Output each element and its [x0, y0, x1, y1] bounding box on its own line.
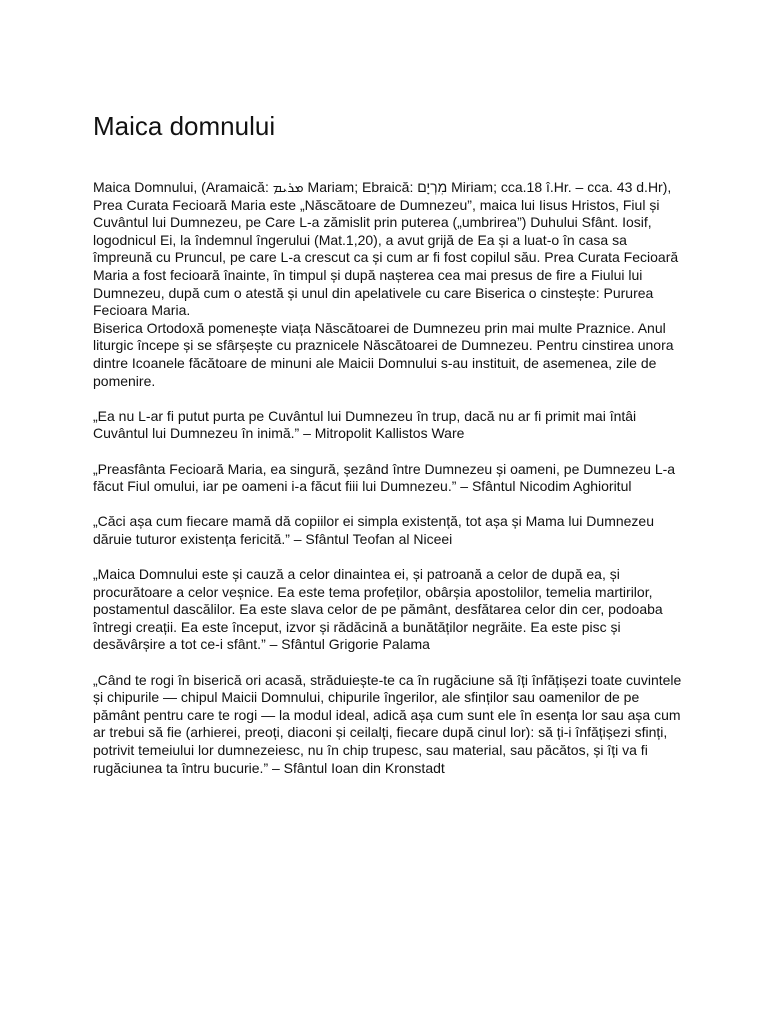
paragraph-spacer — [93, 390, 683, 408]
document-title: Maica domnului — [93, 111, 276, 141]
paragraph-spacer — [93, 496, 683, 514]
document-body — [93, 111, 683, 777]
paragraph-spacer — [93, 443, 683, 461]
church-paragraph: Biserica Ortodoxă pomenește viața Născătoarei de Dumnezeu prin mai multe Praznice. Anul liturgic începe și se sfârșește cu praznicele Născătoarei de Dumnezeu. Pentru cinstirea unora dintre Icoanele făcătoare de minuni ale Maicii Domnului s-au instituit, de asemenea, zile de pomenire. — [93, 319, 674, 389]
quote-nicodim-aghioritul: „Preasfânta Fecioară Maria, ea singură, șezând între Dumnezeu și oameni, pe Dumnezeu L-a făcut Fiul omului, iar pe oameni i-a făcut fiii lui Dumnezeu.” – Sfântul Nicodim Aghioritul — [93, 460, 676, 495]
quote-kallistos-ware: „Ea nu L-ar fi putut purta pe Cuvântul lui Dumnezeu în trup, dacă nu ar fi primit mai întâi Cuvântul lui Dumnezeu în inimă.” – Mitropolit Kallistos Ware — [93, 407, 637, 442]
quote-grigorie-palama: „Maica Domnului este și cauză a celor dinaintea ei, și patroană a celor de după ea, și procurătoare a celor veșnice. Ea este tema profeților, obârșia apostolilor, temelia martirilor, postamentul dascălilor. Ea este slava celor de pe pământ, desfătarea celor din cer, podoaba întregi creații. Ea este început, izvor și rădăcină a bunătăților negrăite. Ea este pisc și desăvârșire a tot ce-i sfânt.” – Sfântul Grigorie Palama — [93, 566, 663, 653]
quote-ioan-kronstadt: „Când te rogi în biserică ori acasă, străduiește-te ca în rugăciune să îți înfățișezi toate cuvintele și chipurile — chipul Maicii Domnului, chipurile îngerilor, ale sfinților sau oamenilor de pe pământ pentru care te rogi — la modul ideal, adică așa cum sunt ele în esența lor sau așa cum ar trebui să fie (arhierei, preoți, diaconi și ceilalți, fiecare după cinul lor): să ți-i înfățișezi sfinți, potrivit temeiului lor dumnezeiesc, nu în chip trupesc, sau material, sau păcătos, și îți va fi rugăciunea ta întru bucurie.” – Sfântul Ioan din Kronstadt — [93, 671, 682, 776]
quote-teofan-niceei: „Căci așa cum fiecare mamă dă copiilor ei simpla existență, tot așa și Mama lui Dumnezeu dăruie tuturor existența fericită.” – Sfântul Teofan al Niceei — [93, 513, 655, 547]
intro-paragraph: Maica Domnului, (Aramaică: ܡܪܝܡ Mariam; Ebraică: מִרְיָם Miriam; cca.18 î.Hr. – cca. 43 d.Hr), Prea Curata Fecioară Maria este „Născătoare de Dumnezeu”, maica lui Iisus Hristos, Fiul și Cuvântul lui Dumnezeu, pe Care L-a zămislit prin puterea („umbrirea”) Duhului Sfânt. Iosif, logodnicul Ei, la îndemnul îngerului (Mat.1,20), a avut grijă de Ea și a luat-o în casa sa împreună cu Pruncul, pe care L-a crescut ca și cum ar fi fost copilul său. Prea Curata Fecioară Maria a fost fecioară înainte, în timpul și după nașterea cea mai presus de fire a Fiului lui Dumnezeu, după cum o atestă și unul din apelativele cu care Biserica o cinstește: Pururea Fecioara Maria. — [93, 179, 679, 319]
paragraph-spacer — [93, 548, 683, 566]
paragraph-spacer — [93, 654, 683, 672]
